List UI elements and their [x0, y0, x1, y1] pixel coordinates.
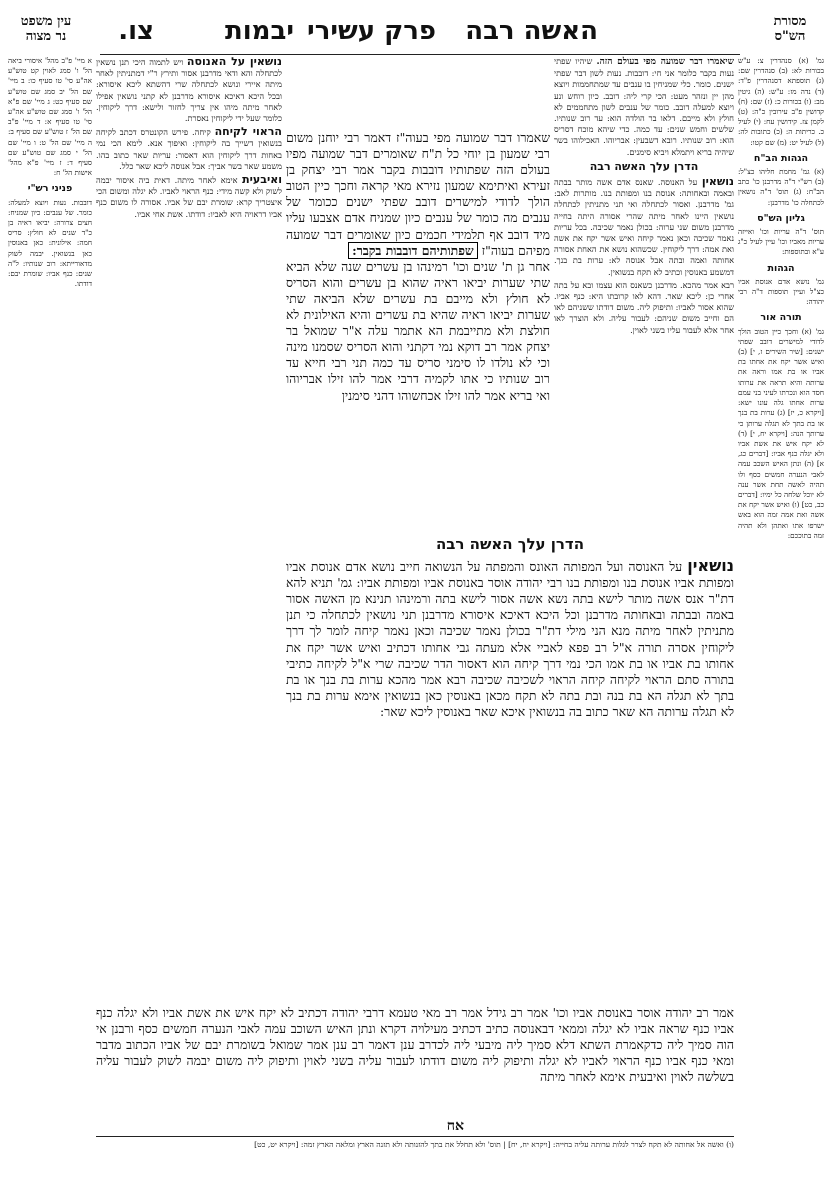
gemara-upper	[286, 130, 550, 530]
hagahot-title: הגהות	[767, 262, 795, 274]
hagahot-bach-text: (א) גמ' מחמת חליהו כצ"ל: (ב) רש"י ד"ה מדרבנן כו' כתב הב"ח: (ג) תוס' ד"ה נושאין לכתחלה כו' מדרבנן:	[738, 167, 824, 207]
gemara-bottom	[96, 1005, 734, 1133]
rashi-part-2	[554, 176, 734, 278]
rashi-intro	[554, 56, 734, 158]
gemara-para-4: אמר רב יהודה אוסר באנוסת אביו וכו' אמר רב גידל אמר רב מאי טעמא דרבי יהודה דכתיב לא יקח איש את אשת אביו ולא יגלה כנף אביו כנף שראה אביו לא יגלה וממאי דבאנוסה כתיב דכתיב מעילויה דקרא ונתן האיש השוכב עמה לאבי הנערה חמשים כסף ורבנן אי הוה סמיך ליה כדקאמרת השתא דלא סמיך ליה מיבעי ליה לכדרב ענן דאמר רב ענן אמר שמואל בשומרת יבם של אביו הכתוב מדבר ומאי כנף אביו כנף הראוי לאביו לא יגלה ותיפוק ליה משום דודתו לעבור עליה בשני לאוין ותיפוק ליה משום יבמה לשוק לעבור עליה בשלשה לאוין ואיבעית אימא לאחר מיתה	[96, 1005, 734, 1085]
chapter-name: האשה רבה	[465, 16, 598, 46]
gemara-lower	[286, 530, 734, 1070]
header-rule	[100, 54, 740, 55]
rashi-hadran: הדרן עלך האשה רבה	[589, 159, 699, 173]
gemara-para-2: אחר גן ת' שנים וכו' רמינהו בן עשרים שנה שלא הביא שתי שערות יביאו ראיה שהוא בן עשרים והוא הסריס לא חולץ ולא מייבם בת עשרים שלא הביאה שתי שערות יביאו ראיה שהיא בת עשרים והיא האילונית לא חולצת ולא מתייבמת הא אתמר עלה א"ר שמואל בר יצחק אמר רב דוקא נמי דקתני והוא הסריס שסמנו מינה וכי לא נולדו לו סימני סריס עד כמה תני רבי חייא עד רוב שנותיו כי אתו לקמיה דרבי אמר להו זילו אבריוהו ואי בריא אמר להו זילו אכחשוהו דהני סימנין	[286, 258, 550, 403]
gemara-para-3	[286, 558, 734, 720]
tosafot-column	[96, 56, 282, 796]
page-number: צו.	[118, 16, 154, 46]
left-margin-header	[16, 14, 76, 44]
bottom-rule	[96, 1136, 734, 1137]
chapter-number: פרק עשירי	[307, 16, 436, 46]
tosafot-text-1: ויש לתמוה היכי תנן נושאין לכתחלה והא ודאי מדרבנן אסור ותירץ ר"י דמתניתין לאחר מיתה איירי ונושא לכתחלה שרי דהשתא ליכא איסורא: ובכל היכא דאיכא איסורא מדרבנן לא קתני נושאין אפילו לאחר מיתה מיהו אין צריך לחזור ולישא: דרך ליקוחין. כלומר שעל ידי ליקוחין נאסרת.	[96, 57, 282, 124]
tosafot-lead-2: הראוי לקיחה	[214, 125, 282, 139]
left-margin-column	[8, 56, 92, 1056]
gemara-boxed-phrase: שפתותיהם דובבות בקבר:	[348, 242, 478, 259]
masoret-title: מסורת הש"ס	[773, 14, 807, 44]
rashi-text-2: על האנוסה. שאנס אדם אשה מותר בבתה ובאמה ובאחותה: אנוסת בנו ומפותת בנו. מותרות לאב: גמ' מדרבנן. ואסור לכתחלה ואי תני מתניתין לכתחלה נושאין היינו לאחר מיתה שהרי אסורה היתה בחייה מדרבנן משום שני ערוה: בכולן נאמר שכיבה. בכל עריות נאמר שכיבה וכאן נאמר קיחה ואיש אשר יקח את אשה ואת אמה: דרך ליקוחין. שכשהוא נושא את האחת אסורה אחותה ואמה ובתה אבל אנוסה לא: ערות בת בנך. דמשמע באנוסין וכתיב לא תקח בנשואין.	[554, 177, 734, 277]
hagahot-bach-title: הגהות הב"ח	[753, 152, 809, 164]
torah-or-title: תורה אור	[760, 312, 802, 324]
right-margin-column	[738, 56, 824, 1096]
tosafot-lead: נושאין על האנוסה	[186, 56, 282, 68]
tosafot-text-2: קיחה. פירש הקונטרס דכתב לקיחה בנשואין דשייך בה ליקוחין: ואיפוך אנא. לימא הכי נמי באחות דרך ליקוחין הוא דאסור: עריות שאר כתוב בהו. משמע שאר בשר אביך: אבל אנוסה ליכא שאר כלל.	[96, 127, 282, 171]
torah-or-text: גמ' (א) וחכך כיין הטוב הולך לדודי למישרים דובב שפתי ישנים: [שיר השירים ז, י] (ב) ואיש אשר יקח את אחתו בת אביו או בת אמו וראה את ערותה והיא תראה את ערותו חסד הוא ונכרתו לעיני בני עמם ערות אחתו גלה עונו ישא: [ויקרא כ, יז] (ג) ערות בת בנך או בת בתך לא תגלה ערותן כי ערותך הנה: [ויקרא יח, י] (ד) לא יקח איש את אשת אביו ולא יגלה כנף אביו: [דברים כג, א] (ה) ונתן האיש השכב עמה לאבי הנערה חמשים כסף ולו תהיה לאשה תחת אשר ענה לא יוכל שלחה כל ימיו: [דברים כב, כט] (ו) ואיש אשר יקח את אשה ואת אמה זמה הוא באש ישרפו אתו ואתהן ולא תהיה זמה בתוככם:	[738, 326, 824, 540]
tosafot-lead-3: ואיבעית	[242, 173, 282, 187]
gilyon-text: תוס' ד"ה עריות וכו' ואייזה עריות מאביו וכו' עיין לעיל כ"ג ע"א ובתוספות:	[738, 227, 824, 257]
rashi-text-1: שיהיו שפתי נעות בקבר כלומר אני חי: דובבות. נעות לשון דבר שפתי ישנים. כומר. כלי שמניחין בו ענבים עד שמתחממות ויוצא מהן יין ונזהר מעט: הכי קרי ליה: דובב. כיון רוחש ונע ויוצא למעלה דובב. כומר של ענבים לשון מתחממים לא חולץ ולא מייבם. דלאו בר הולדה הוא: עד רוב שנותיו. שלשים וחמש שנים: עד כמה. כדי שיהא מוכח דסריס הוא: רוב שנותיו. רובא דשבעין: אבריוהו. האכילוהו בשר שיהיה בריא ויתמלא ויביא סימנים.	[554, 56, 734, 157]
gemara-para-1	[286, 130, 550, 259]
gemara-text-1: שאמרו דבר שמועה מפי בעוה"ז דאמר רבי יוחנן משום רבי שמעון בן יוחי כל ת"ח שאומרים דבר שמועה מפיו בעולם הזה שפתותיו דובבות בקבר אמר רבי יצחק בן זעירא ואיתימא שמעון נזירא מאי קראה וחכך כיין הטוב הולך לדודי למישרים דובב שפתי ישנים ככומר של ענבים מה כומר של ענבים כיון שמניח אדם אצבעו עליו מיד דובב אף תלמידי חכמים כיון שאומרים דבר שמועה מפיהם בעוה"ז	[286, 130, 550, 258]
gemara-text-3: על האנוסה ועל המפותה האונס והמפתה על הנשואה חייב נושא אדם אנוסת אביו ומפותת אביו אנוסת בנו ומפותת בנו רבי יהודה אוסר באנוסת אביו ומפותת אביו: גמ' תניא להא דת"ר אנס אשה מותר לישא בתה נשא אשה אסור לישא בתה ורמינהו תנינא מן האשה אסור באמה ובבתה ובאחותה מדרבנן וכל היכא דאיכא איסורא מדרבנן תני נושאין לכתחלה כי תנן מתניתין לאחר מיתה מנא הני מילי דת"ר בכולן נאמר שכיבה וכאן נאמר קיחה לומר לך דרך ליקוחין אסרה תורה א"ל רב פפא לאביי אלא מעתה גבי אחותו דכתיב ואיש אשר יקח את אחותו בת אביו או בת אמו הכי נמי דרך קיחה הוא דאסור הדר שכיבה שרי א"ל לקיחה כתיבי בתורה סתם הראוי לקיחה קיחה הראוי לשכיבה שכיבה רבא אמר מהכא ערות בת בנך או בת בתך לא תגלה הא בת בנה ובת בתה לא תקח מכאן באנוסין כאן בנשואין אימא ערות בת בנך לא תגלה ערותה הא שאר כתוב בה בנשואין איכא שאר באנוסין ליכא שאר:	[286, 559, 734, 719]
rashi-lead: שיאמרו דבר שמועה מפי בעולם הזה.	[596, 57, 734, 67]
ein-mishpat-text: א מיי' פ"ב מהל' איסורי ביאה הל' ו' סמג לאוין קט טוש"ע אה"ע סי' טו סעיף כו: ב מיי' שם הל' יב סמג שם טוש"ע שם סעיף כט: ג מיי' שם פ"א הל' ו' סמג שם טוש"ע אה"ע סי' טו סעיף א: ד מיי' פ"ב שם הל' ז טוש"ע שם סעיף ב: ה מיי' שם הל' ט: ו מיי' שם הל' י סמג שם טוש"ע שם סעיף ד: ז מיי' פ"א מהל' אישות הל' ח:	[8, 56, 92, 178]
page-header	[0, 10, 834, 48]
tractate-name: יבמות	[224, 16, 294, 46]
gilyon-title: גליון הש"ס	[757, 212, 805, 224]
ein-mishpat-title: עין משפט נר מצוה	[20, 14, 72, 44]
pninei-rashi-text: דובבות. נעות ויוצא למעלה: כומר. של ענבים: כיון שמניח: חצים צרורה: יביאו ראיה בן כ"ד שנים לא חולץ: סריס חמה: אילונית: כאן באנוסין כאן בנשואין. יבמה לשוק מדאורייתא: רוב שנותיו: ל"ה שנים: כנף אביו: שומרת יבם: דודתו.	[8, 197, 92, 289]
tosafot-part-1	[96, 56, 282, 124]
bottom-footnote: (ו) ואשה אל אחותה לא תקח לצרר לגלות ערותה עליה בחייה: [ויקרא יח, יח] | תוס' ולא תחלל את בתך להזנותה ולא תזנה הארץ ומלאה הארץ זמה: [ויקרא יט, כט]	[254, 1140, 734, 1149]
mishna-lead-word: נושאין	[687, 556, 734, 576]
masoret-text: גמ' (א) סנהדרין צ: ע"ש בכורות לא: (ב) סנהדרין שם: (ג) תוספתא דסנהדרין פ"ד: (ד) נדה מז: ע"ש: (ה) גיטין מב: (ו) בכורות כ: (ז) שם: (ח) קדושין פ"ב עירובין כ"ה: (ט) לקמן צז. קידושין עח: (י) לעיל כ. כריתות ה: (כ) כתובות לה: (ל) לעיל יט: (מ) שם קטו:	[738, 56, 824, 147]
hadran-title: הדרן עלך האשה רבה	[435, 535, 585, 553]
catchword: אח	[446, 1118, 464, 1134]
rashi-text-3: רבא אמר מהכא. מדרבנן כשאנס הוא עצמו ובא על בתה אחרי כן: ליכא שאר. דהא לאו קרובתו היא: כנף אביו. שהוא אסור לאביו: ותיפוק ליה. משום דודתו ששניהם לאו הם וחייב משום שניהם: לעבור עליה. ולא הוצרך לאו אחר אלא לעבור עליו בשני לאוין.	[554, 279, 734, 335]
pninei-rashi-title: פניני רש"י	[27, 183, 73, 195]
tosafot-part-2	[96, 126, 282, 172]
rashi-lead-2: נושאין	[701, 175, 734, 189]
hagahot-text: גמ' נושא אדם אנוסת אביו כצ"ל ועיין תוספות ד"ה רבי יהודה:	[738, 276, 824, 307]
tosafot-part-3	[96, 174, 282, 220]
right-margin-header	[760, 14, 820, 44]
tosafot-text-3: אימא לאחר מיתה. דאית ביה איסור יבמה לשוק ולא קשה מידי: כנף הראוי לאביו. לא יגלה ומשום הכי איצטריך קרא: שומרת יבם של אביו. אסורה לו משום כנף אביו דראויה היא לאביו: דודתו. אשת אחי אביו.	[96, 175, 282, 219]
